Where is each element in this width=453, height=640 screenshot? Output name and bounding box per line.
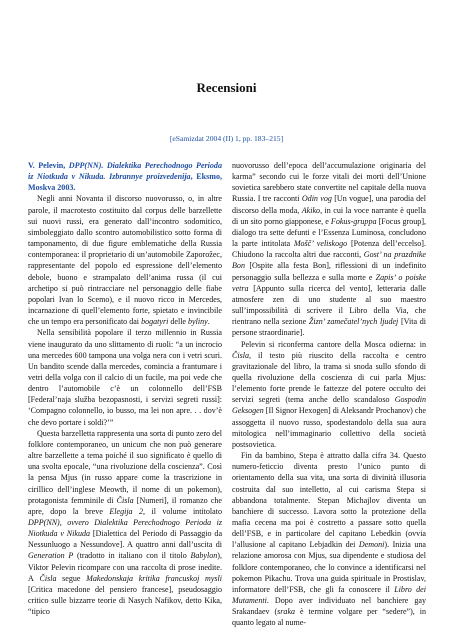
review-publisher: , Eksmo, Moskva 2003. — [28, 172, 222, 193]
paragraph: Negli anni Novanta il discorso nuovorusso, o, in altre parole, il macrotesto costituito dal corpus delle barzellette sui nuovi russi, era generato dall’incontro sodomitico, simboleggiato dallo scontro automobilistico sotto forma di tamponamento, di due figure emblematiche della Russia contemporanea: il proprietario di un’automobile Zaporožec, rappresentante del popolo ed espressione dell’elemento debole, buono e strampalato dell’anima russa (il cui archetipo si può rintracciare nel personaggio delle fiabe popolari Ivan lo Scemo), e il nuovo ricco in Mercedes, incarnazione di quell’elemento forte, spietato e invincibile che un tempo era personificato dai bogatyri delle byliny. — [28, 194, 222, 327]
review-heading — [28, 160, 222, 193]
left-column — [28, 160, 222, 617]
paragraph: nuovorusso dell’epoca dell’accumulazione originaria del karma” secondo cui le forze vitali dei morti dell’Unione sovietica sarebbero state convertite nel capitale della nuova Russia. I tre racconti Odin vog [Un vogue], una parodia del discorso della moda, Akiko, in cui la voce narrante è quella di un sito porno giapponese, e Fokus-gruppa [Focus group], dialogo tra sette defunti e l’Essenza Luminosa, concludono la parte intitolata Mošč’ veliskogo [Potenza dell’eccelso]. Chiudono la raccolta altri due racconti, Gost’ na prazdnike Bon [Ospite alla festa Bon], riflessioni di un indefinito personaggio sulla bellezza e sulla morte e Zapis’ o poiske vetra [Appunto sulla ricerca del vento], letteraria dalle atmosfere zen di uno studente al suo maestro sull’impossibilità di scrivere il Libro della Via, che rientrano nella sezione Žizn’ zamečatel’nych ljudej [Vita di persone straordinarie]. — [232, 161, 427, 338]
review-book-title: DPP(NN). Dialektika Perechodnogo Perioda iz Niotkuda v Nikuda. Izbrannye proizvedenija — [28, 161, 222, 182]
section-title: Recensioni — [196, 80, 257, 95]
paragraph: Fin da bambino, Stepa è attratto dalla cifra 34. Questo numero-feticcio diventa presto l’unico punto di orientamento della sua vita, una sorta di divinità illusoria costruita dal suo intelletto, al cui carisma Stepa si abbandona totalmente. Stepan Michajlov diventa un banchiere di successo. Lavora sotto la protezione della mafia cecena ma poi è costretto a passare sotto quella dell’FSB, e in particolare del capitano Lebedkin (ovvia l’allusione al capitano Lebjadkin dei Demoni). Inizia una relazione amorosa con Mjus, sua dipendente e studiosa del folklore contemporaneo, che lo convince a identificarsi nel pokemon Pikachu. Trova una guida spirituale in Prostislav, informatore dell’FSB, che gli fa conoscere il Libro dei Mutamenti. Dopo aver individuato nel banchiere gay Srakandaev (sraka è termine volgare per “sedere”), in quanto legato al nume- — [232, 451, 426, 628]
paragraph: Questa barzelletta rappresenta una sorta di punto zero del folklore contemporaneo, un unicum che non può generare altre barzellette a tema poiché il suo significato è quello di una svolta epocale, “una rivoluzione della coscienza”. Così la pensa Mjus (in russo appare come la trascrizione in cirillico dell’inglese Meowth, il nome di un pokemon), protagonista femminile di Čisla [Numeri], il romanzo che apre, dopo la breve Elegija 2, il volume intitolato DPP(NN), ovvero Dialektika Perechodnogo Perioda iz Niotkuda v Nikuda [Dialettica del Periodo di Passaggio da Nessunluogo a Nessundove]. A quattro anni dall’uscita di Generation P (tradotto in italiano con il titolo Babylon), Viktor Pelevin ricompare con una raccolta di prose inedite. A Čisla segue Makedonskaja kritika francuskoj mysli [Critica macedone del pensiero francese], pseudosaggio critico sulle bizzarre teorie di Nasych Nafikov, detto Kika, “tipico — [28, 428, 223, 617]
right-column — [232, 160, 426, 629]
source-citation: [eSamizdat 2004 (II) 1, pp. 183–215] — [169, 134, 284, 143]
paragraph: Pelevin si riconferma cantore della Mosca odierna: in Čisla, il testo più riuscito della raccolta e centro gravitazionale del libro, la trama si snoda sullo sfondo di quella rivoluzione della coscienza di cui parla Mjus: l’elemento forte prende le fattezze del potere occulto dei servizi segreti (tema anche dello scandaloso Gospodin Geksogen [Il Signor Hexogen] di Aleksandr Prochanov) che assoggetta il nuovo russo, spodestandolo della sua aura mitologica nell’immaginario collettivo della società postsovietica. — [232, 339, 427, 449]
review-author: V. Pelevin, — [28, 161, 66, 170]
paragraph: Nella sensibilità popolare il terzo millennio in Russia viene inaugurato da uno slittamento di ruoli: “a un incrocio una mercedes 600 tampona una volga nera con i vetri scuri. Un bandito scende dalla mercedes, comincia a frantumare i vetri della volga con il calcio di un fucile, ma poi vede che dentro l’automobile c’è un colonnello dell’FSB [Federal’naja služba bezopasnosti, i servizi segreti russi]: ‘Compagno colonnello, io busso, ma lei non apre. . . dov’è che devo portare i soldi?’” — [28, 328, 222, 427]
